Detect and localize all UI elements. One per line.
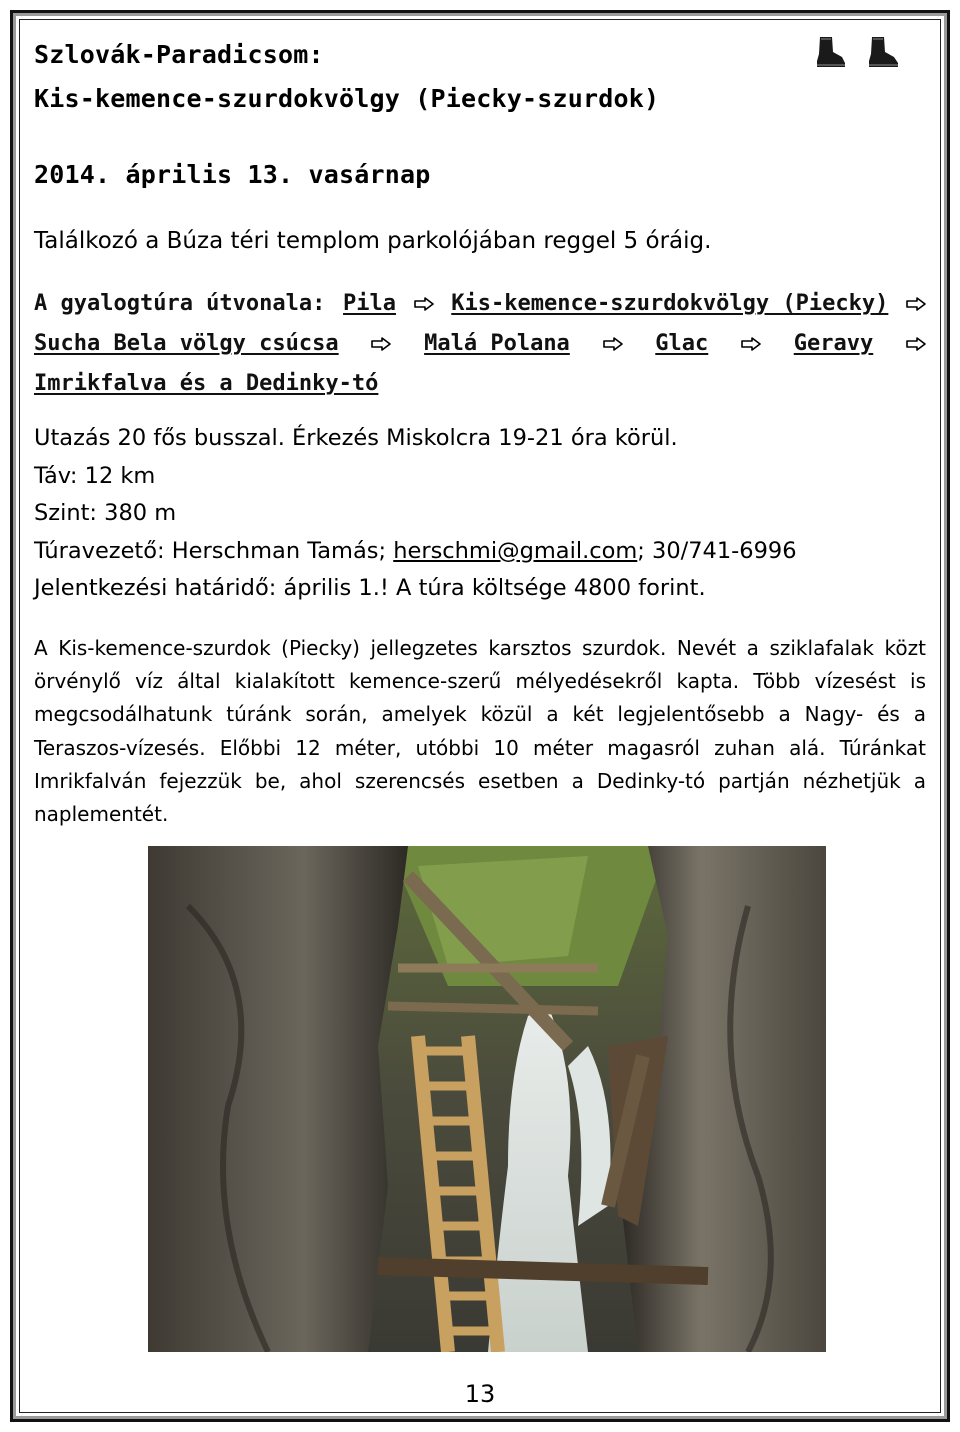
page-number: 13 — [464, 1380, 496, 1408]
event-date: 2014. április 13. vasárnap — [34, 160, 431, 189]
route-stop-pila: Pila — [343, 291, 397, 316]
route-stop-mala-polana: Malá Polana — [424, 331, 570, 356]
elevation-info: Szint: 380 m — [34, 500, 177, 526]
guide-email-link[interactable]: herschmi@gmail.com — [393, 537, 638, 564]
hollow-right-arrow-icon — [906, 337, 926, 351]
guide-name: Túravezető: Herschman Tamás; — [34, 537, 394, 564]
description: A Kis-kemence-szurdok (Piecky) jellegzetes karsztos szurdok. Nevét a sziklafalak közt örvénylő víz által kialakított kemence-szerű mélyedésekről kapta. Több vízesést is megcsodálhatunk túránk során, amelyek közül a két legjelentősebb a Nagy- és a Teraszos-vízesés. Előbbi 12 méter, utóbbi 10 méter magasról zuhan alá. Túránkat Imrikfalván fejezzük be, ahol szerencsés esetben a Dedinky-tó partján nézhetjük a naplementét. — [34, 636, 926, 827]
title-line-2: Kis-kemence-szurdokvölgy (Piecky-szurdok) — [34, 84, 660, 113]
route-stop-piecky: Kis-kemence-szurdokvölgy (Piecky) — [451, 291, 889, 316]
trip-info — [34, 420, 797, 608]
hollow-right-arrow-icon — [906, 297, 926, 311]
hollow-right-arrow-icon — [741, 337, 761, 351]
route-stop-geravy: Geravy — [793, 331, 874, 356]
route-block — [34, 284, 926, 404]
hollow-right-arrow-icon — [414, 297, 434, 311]
meeting-info: Találkozó a Búza téri templom parkolójában reggel 5 óráig. — [34, 228, 712, 254]
title-line-1: Szlovák-Paradicsom: — [34, 40, 324, 69]
hollow-right-arrow-icon — [371, 337, 391, 351]
deadline-info: Jelentkezési határidő: április 1.! A túra költsége 4800 forint. — [34, 575, 706, 601]
guide-phone: ; 30/741-6996 — [637, 537, 797, 564]
travel-info: Utazás 20 fős busszal. Érkezés Miskolcra 19-21 óra körül. — [34, 425, 678, 451]
route-stop-sucha-bela: Sucha Bela völgy csúcsa — [34, 331, 339, 356]
hollow-right-arrow-icon — [603, 337, 623, 351]
route-stop-glac: Glac — [655, 331, 709, 356]
gorge-photo — [148, 846, 826, 1352]
guide-info — [34, 533, 797, 571]
route-label: A gyalogtúra útvonala: — [34, 291, 326, 316]
route-stop-imrikfalva: Imrikfalva és a Dedinky-tó — [34, 371, 379, 396]
hiking-boots-icon — [812, 34, 912, 70]
distance-info: Táv: 12 km — [34, 462, 156, 489]
